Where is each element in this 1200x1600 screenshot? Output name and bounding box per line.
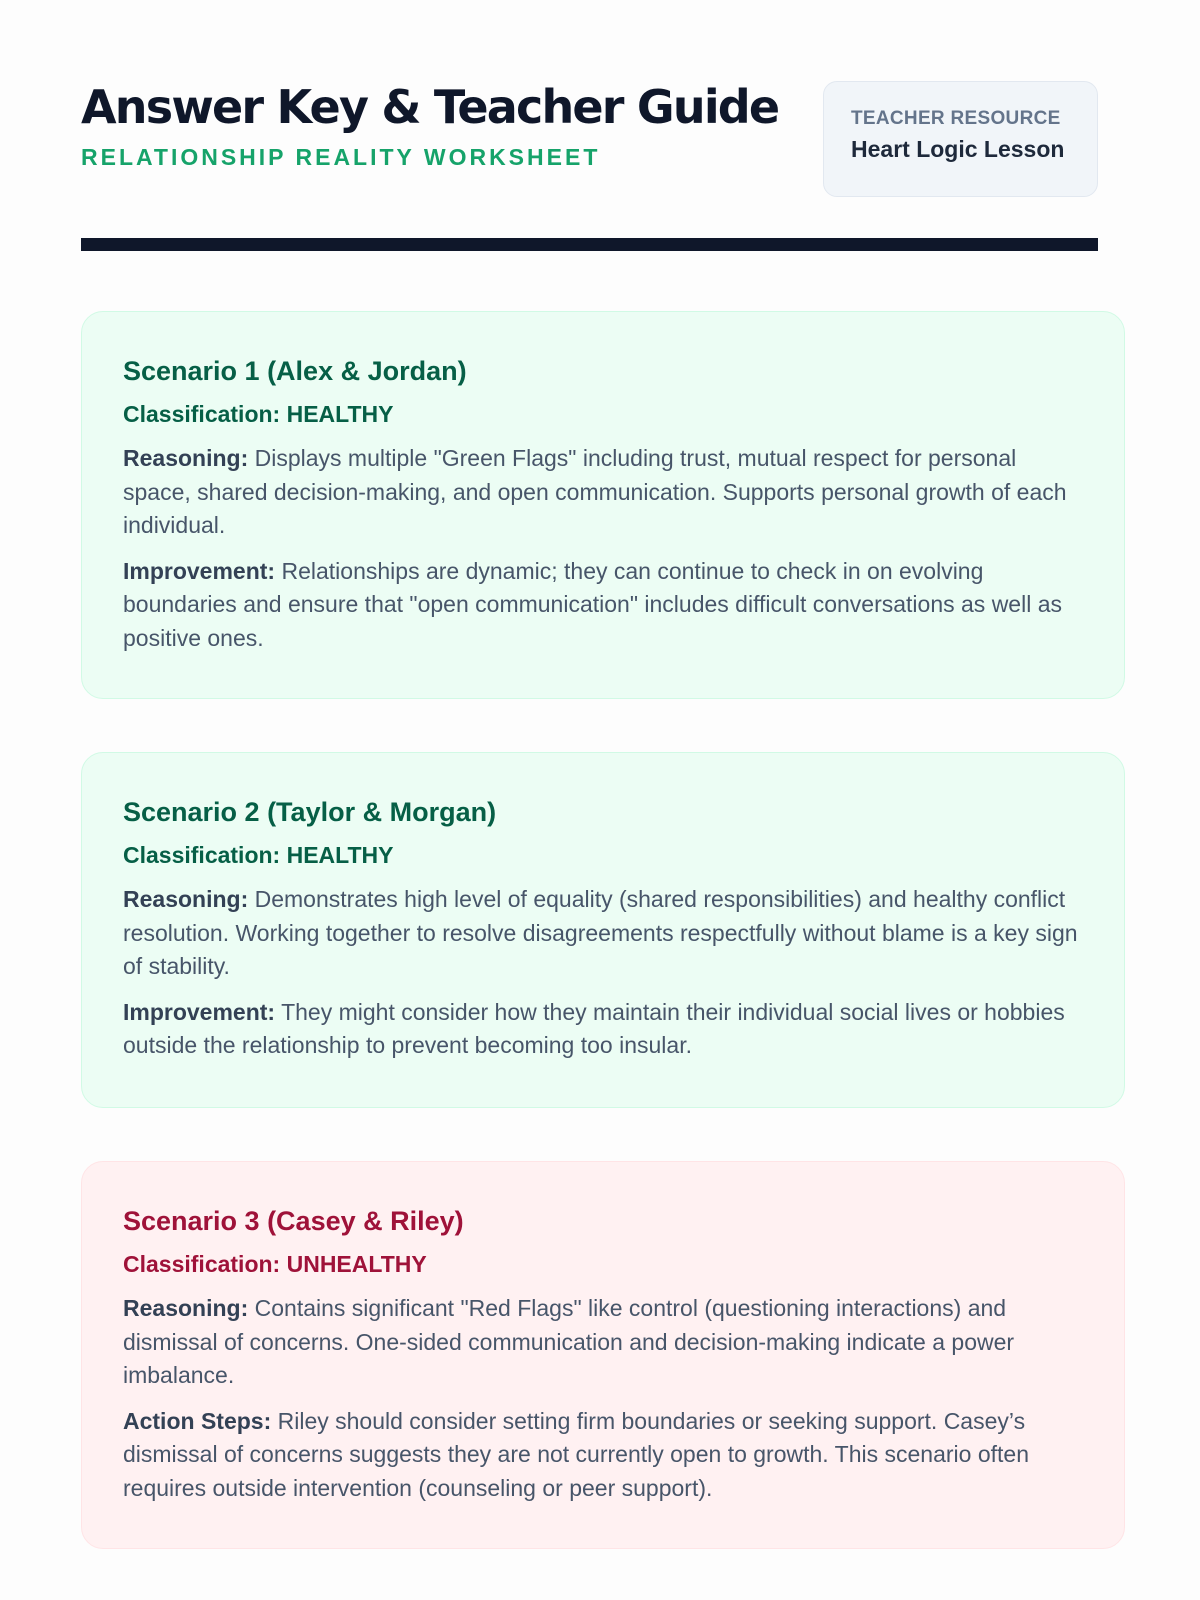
reasoning-paragraph [123,1292,1084,1393]
scenario-classification: Classification: HEALTHY [123,401,394,427]
action-steps-paragraph [123,1405,1084,1506]
scenario-classification: Classification: UNHEALTHY [123,1251,427,1277]
reasoning-text: Demonstrates high level of equality (shared responsibilities) and healthy conflict resolution. Working together to resolve disagreements respectfully without blame is a key sign of stability. [123,886,1078,979]
teacher-resource-badge [823,81,1098,197]
badge-label: TEACHER RESOURCE [851,108,1061,129]
reasoning-label: Reasoning: [123,886,249,912]
page-subtitle: RELATIONSHIP REALITY WORKSHEET [81,144,601,170]
reasoning-text: Displays multiple "Green Flags" including trust, mutual respect for personal space, shared decision-making, and open communication. Supports personal growth of each individual. [123,445,1067,538]
scenario-title: Scenario 2 (Taylor & Morgan) [123,797,497,827]
reasoning-label: Reasoning: [123,445,249,471]
improvement-paragraph [123,555,1084,656]
header-divider [81,238,1098,251]
action-steps-text: Riley should consider setting firm boundaries or seeking support. Casey’s dismissal of concerns suggests they are not currently open to growth. This scenario often requires outside intervention (counseling or peer support). [123,1407,1029,1501]
improvement-paragraph [123,996,1084,1063]
scenario-title: Scenario 1 (Alex & Jordan) [123,356,467,386]
scenario-card-1 [81,311,1125,699]
improvement-text: They might consider how they maintain their individual social lives or hobbies outside the relationship to prevent becoming too insular. [123,998,1065,1058]
reasoning-paragraph [123,442,1084,543]
action-steps-label: Action Steps: [123,1407,272,1434]
scenario-title: Scenario 3 (Casey & Riley) [123,1206,464,1236]
scenario-card-2 [81,752,1125,1108]
improvement-label: Improvement: [123,998,276,1025]
improvement-text: Relationships are dynamic; they can continue to check in on evolving boundaries and ensure that "open communication" includes difficult conversations as well as positive ones. [123,557,1063,651]
badge-value: Heart Logic Lesson [851,136,1065,162]
scenario-card-3 [81,1161,1125,1549]
page-title: Answer Key & Teacher Guide [81,80,779,134]
reasoning-paragraph [123,883,1084,984]
reasoning-label: Reasoning: [123,1295,249,1321]
page-header [81,0,1098,250]
improvement-label: Improvement: [123,557,276,584]
scenario-classification: Classification: HEALTHY [123,842,394,868]
reasoning-text: Contains significant "Red Flags" like control (questioning interactions) and dismissal of concerns. One-sided communication and decision-making indicate a power imbalance. [123,1295,1015,1388]
